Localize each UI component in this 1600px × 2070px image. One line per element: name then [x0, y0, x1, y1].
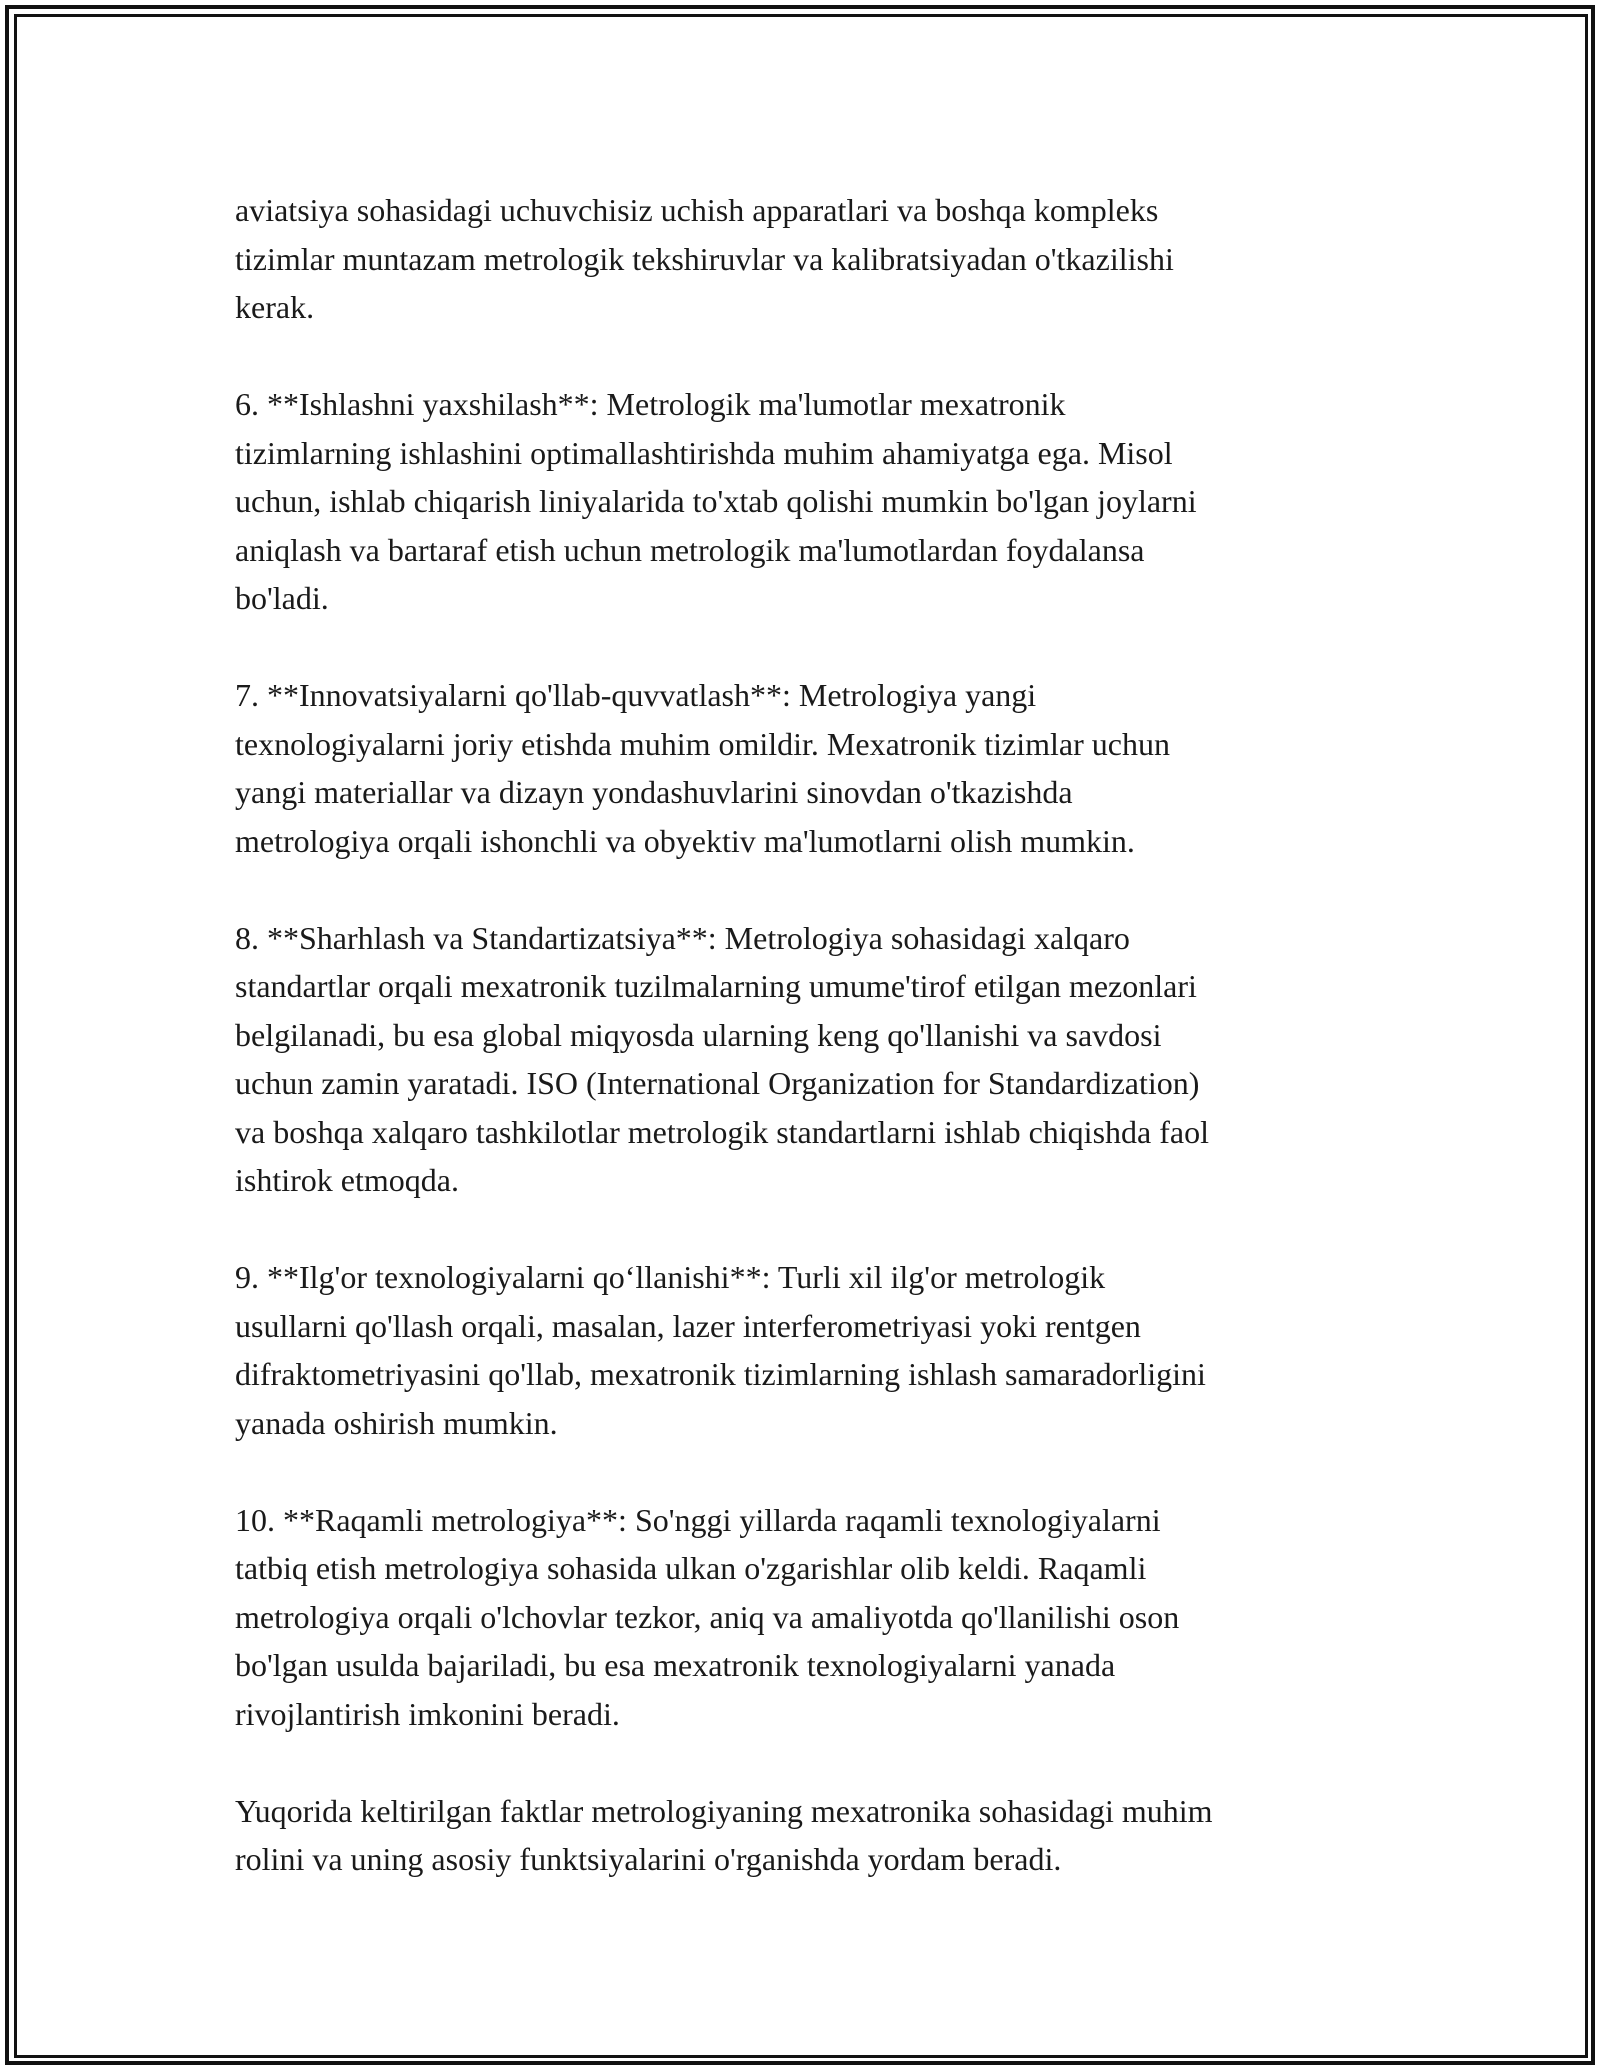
paragraph-item-9: 9. **Ilg'or texnologiyalarni qo‘llanishi**: Turli xil ilg'or metrologik usullarni qo'llash orqali, masalan, lazer interferometriyasi yoki rentgen difraktometriyasini qo'llab, mexatronik tizimlarning ishlash samaradorligini yanada oshirish mumkin.	[235, 1259, 1206, 1441]
paragraph-continuation: aviatsiya sohasidagi uchuvchisiz uchish apparatlari va boshqa kompleks tizimlar muntazam metrologik tekshiruvlar va kalibratsiyadan o'tkazilishi kerak.	[235, 192, 1174, 325]
paragraph-item-7: 7. **Innovatsiyalarni qo'llab-quvvatlash**: Metrologiya yangi texnologiyalarni joriy etishda muhim omildir. Mexatronik tizimlar uchun yangi materiallar va dizayn yondashuvlarini sinovdan o'tkazishda metrologiya orqali ishonchli va obyektiv ma'lumotlarni olish mumkin.	[235, 677, 1170, 859]
paragraph-conclusion: Yuqorida keltirilgan faktlar metrologiyaning mexatronika sohasidagi muhim rolini va uning asosiy funktsiyalarini o'rganishda yordam beradi.	[235, 1792, 1213, 1877]
paragraph-item-8: 8. **Sharhlash va Standartizatsiya**: Metrologiya sohasidagi xalqaro standartlar orqali mexatronik tuzilmalarning umume'tirof etilgan mezonlari belgilanadi, bu esa global miqyosda ularning keng qo'llanishi va savdosi uchun zamin yaratadi. ISO (International Organization for Standardization) va boshqa xalqaro tashkilotlar metrologik standartlarni ishlab chiqishda faol ishtirok etmoqda.	[235, 919, 1209, 1198]
document-body	[235, 186, 1385, 1932]
paragraph-item-10: 10. **Raqamli metrologiya**: So'nggi yillarda raqamli texnologiyalarni tatbiq etish metrologiya sohasida ulkan o'zgarishlar olib keldi. Raqamli metrologiya orqali o'lchovlar tezkor, aniq va amaliyotda qo'llanilishi oson bo'lgan usulda bajariladi, bu esa mexatronik texnologiyalarni yanada rivojlantirish imkonini beradi.	[235, 1501, 1180, 1732]
paragraph-item-6: 6. **Ishlashni yaxshilash**: Metrologik ma'lumotlar mexatronik tizimlarning ishlashini optimallashtirishda muhim ahamiyatga ega. Misol uchun, ishlab chiqarish liniyalarida to'xtab qolishi mumkin bo'lgan joylarni aniqlash va bartaraf etish uchun metrologik ma'lumotlardan foydalansa bo'ladi.	[235, 386, 1197, 616]
